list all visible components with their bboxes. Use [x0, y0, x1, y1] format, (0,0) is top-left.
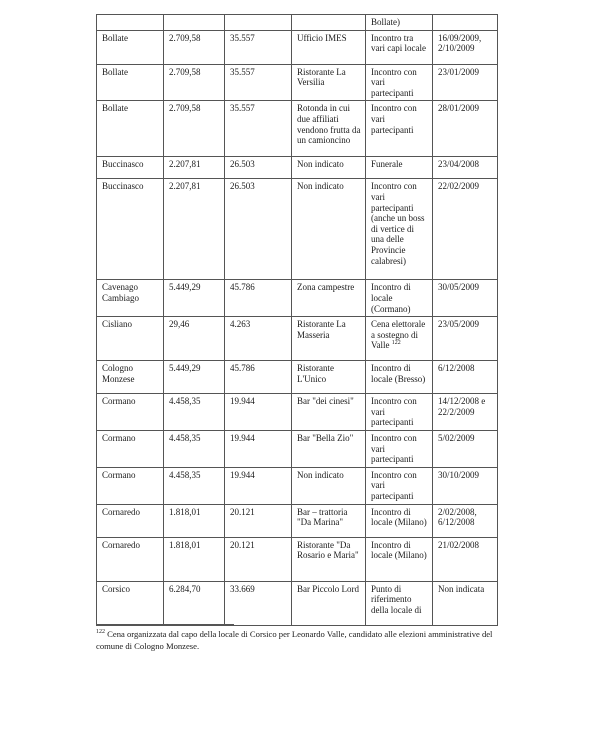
cell-tipo — [366, 317, 433, 361]
cell-data-text: 28/01/2009 — [438, 103, 480, 114]
cell-data — [433, 394, 498, 431]
table-row — [97, 179, 498, 280]
cell-tipo-text: Incontro con vari partecipanti (anche un boss di vertice di una delle Provincie calabresi) — [371, 181, 425, 266]
cell-luogo — [292, 361, 366, 394]
cell-luogo — [292, 15, 366, 31]
table-row — [97, 317, 498, 361]
cell-value-a — [164, 280, 225, 317]
cell-tipo — [366, 430, 433, 467]
cell-tipo-text: Funerale — [371, 159, 403, 170]
cell-comune — [97, 504, 164, 537]
cell-comune-text: Cisliano — [102, 319, 133, 330]
cell-data-text: 6/12/2008 — [438, 363, 475, 374]
table-row — [97, 30, 498, 64]
cell-tipo-text: Incontro con vari partecipanti — [371, 469, 417, 501]
cell-value-a — [164, 30, 225, 64]
cell-comune-text: Cologno Monzese — [102, 363, 135, 384]
cell-value-b — [225, 179, 292, 280]
cell-luogo — [292, 317, 366, 361]
cell-value-a-text: 29,46 — [169, 319, 190, 330]
cell-data-text: 30/10/2009 — [438, 469, 480, 480]
cell-value-a — [164, 581, 225, 625]
cell-luogo — [292, 504, 366, 537]
cell-comune — [97, 581, 164, 625]
cell-data — [433, 361, 498, 394]
cell-value-a — [164, 317, 225, 361]
cell-comune — [97, 30, 164, 64]
cell-data — [433, 15, 498, 31]
cell-luogo-text: Bar "dei cinesi" — [297, 396, 354, 407]
cell-data — [433, 64, 498, 101]
cell-value-b — [225, 430, 292, 467]
cell-comune — [97, 101, 164, 157]
cell-value-b — [225, 394, 292, 431]
cell-tipo — [366, 280, 433, 317]
cell-value-b-text: 20.121 — [230, 506, 255, 517]
cell-comune-text: Bollate — [102, 66, 128, 77]
cell-value-a — [164, 179, 225, 280]
cell-tipo — [366, 179, 433, 280]
cell-data-text: 30/05/2009 — [438, 282, 480, 293]
table-row — [97, 280, 498, 317]
cell-value-b-text: 19.944 — [230, 396, 255, 407]
cell-value-b-text: 19.944 — [230, 469, 255, 480]
cell-comune-text: Buccinasco — [102, 159, 144, 170]
cell-luogo — [292, 157, 366, 179]
cell-value-a — [164, 467, 225, 504]
cell-comune-text: Buccinasco — [102, 181, 144, 192]
cell-comune-text: Bollate — [102, 103, 128, 114]
table-row — [97, 537, 498, 581]
cell-luogo-text: Ristorante "Da Rosario e Maria" — [297, 539, 359, 561]
footnote — [96, 629, 506, 652]
cell-value-a — [164, 15, 225, 31]
cell-luogo-text: Non indicato — [297, 181, 344, 192]
cell-value-b — [225, 581, 292, 625]
cell-value-a-text: 2.709,58 — [169, 66, 201, 77]
cell-value-a — [164, 430, 225, 467]
cell-tipo-text: Incontro di locale (Milano) — [371, 539, 427, 561]
cell-value-b — [225, 317, 292, 361]
cell-comune — [97, 15, 164, 31]
cell-comune-text: Cormano — [102, 396, 136, 407]
cell-luogo — [292, 280, 366, 317]
cell-value-a-text: 2.709,58 — [169, 103, 201, 114]
cell-value-a-text: 4.458,35 — [169, 396, 201, 407]
cell-comune — [97, 179, 164, 280]
table-row — [97, 430, 498, 467]
cell-value-b — [225, 157, 292, 179]
table-row — [97, 581, 498, 625]
cell-data — [433, 280, 498, 317]
cell-data — [433, 581, 498, 625]
cell-luogo — [292, 179, 366, 280]
cell-value-a-text: 2.207,81 — [169, 159, 201, 170]
cell-data-text: 22/02/2009 — [438, 181, 480, 192]
cell-comune-text: Cavenago Cambiago — [102, 282, 139, 303]
cell-tipo — [366, 157, 433, 179]
cell-comune — [97, 430, 164, 467]
cell-value-b — [225, 537, 292, 581]
cell-data — [433, 430, 498, 467]
cell-data — [433, 317, 498, 361]
cell-data — [433, 467, 498, 504]
cell-value-b — [225, 467, 292, 504]
cell-data — [433, 179, 498, 280]
cell-tipo — [366, 581, 433, 625]
cell-value-a — [164, 101, 225, 157]
table-row — [97, 101, 498, 157]
footnote-mark: 122 — [96, 629, 105, 636]
cell-tipo-text: Incontro con vari partecipanti — [371, 66, 417, 98]
cell-value-b — [225, 101, 292, 157]
cell-tipo-text: Bollate) — [371, 17, 400, 27]
cell-tipo — [366, 504, 433, 537]
cell-comune-text: Cornaredo — [102, 539, 140, 550]
cell-value-b — [225, 15, 292, 31]
cell-value-a-text: 5.449,29 — [169, 282, 201, 293]
cell-value-b-text: 20.121 — [230, 539, 255, 550]
cell-value-b-text: 45.786 — [230, 282, 255, 293]
cell-comune-text: Bollate — [102, 32, 128, 43]
cell-tipo — [366, 467, 433, 504]
meetings-table — [96, 14, 498, 626]
cell-value-a — [164, 504, 225, 537]
cell-value-a-text: 5.449,29 — [169, 363, 201, 374]
cell-luogo-text: Zona campestre — [297, 282, 355, 293]
cell-comune — [97, 157, 164, 179]
cell-value-a-text: 2.207,81 — [169, 181, 201, 192]
footnote-separator — [96, 624, 234, 625]
cell-value-b-text: 33.669 — [230, 583, 255, 594]
cell-value-a — [164, 394, 225, 431]
cell-value-a-text: 6.284,70 — [169, 583, 201, 594]
cell-tipo-text: Punto di riferimento della locale di — [371, 583, 422, 615]
cell-tipo-text: Incontro con vari partecipanti — [371, 103, 417, 135]
cell-comune — [97, 537, 164, 581]
cell-data — [433, 30, 498, 64]
cell-data-text: 16/09/2009, 2/10/2009 — [438, 32, 482, 54]
table-row — [97, 504, 498, 537]
cell-data-text: 5/02/2009 — [438, 432, 475, 443]
cell-luogo — [292, 101, 366, 157]
cell-tipo — [366, 15, 433, 31]
table-row — [97, 467, 498, 504]
table-row — [97, 361, 498, 394]
cell-value-a — [164, 537, 225, 581]
cell-tipo-text: Incontro tra vari capi locale — [371, 32, 426, 54]
cell-value-b — [225, 64, 292, 101]
cell-luogo — [292, 64, 366, 101]
cell-tipo-text: Incontro con vari partecipanti — [371, 396, 417, 428]
cell-comune-text: Cornaredo — [102, 506, 140, 517]
cell-value-b-text: 35.557 — [230, 103, 255, 114]
cell-value-b-text: 45.786 — [230, 363, 255, 374]
cell-comune-text: Cormano — [102, 432, 136, 443]
cell-value-a-text: 4.458,35 — [169, 469, 201, 480]
table-row — [97, 394, 498, 431]
cell-luogo-text: Ristorante L'Unico — [297, 363, 334, 384]
cell-value-a — [164, 157, 225, 179]
table-row — [97, 64, 498, 101]
cell-comune — [97, 361, 164, 394]
cell-luogo — [292, 537, 366, 581]
cell-comune-text: Corsico — [102, 583, 130, 594]
cell-value-b-text: 19.944 — [230, 432, 255, 443]
cell-luogo-text: Ristorante La Versilia — [297, 66, 346, 88]
cell-value-b-text: 35.557 — [230, 66, 255, 77]
cell-luogo-text: Rotonda in cui due affiliati vendono frutta da un camioncino — [297, 103, 361, 146]
cell-value-b — [225, 504, 292, 537]
cell-luogo — [292, 30, 366, 64]
cell-tipo — [366, 361, 433, 394]
cell-luogo-text: Non indicato — [297, 159, 344, 170]
cell-comune — [97, 64, 164, 101]
cell-value-b-text: 35.557 — [230, 32, 255, 43]
table-body — [97, 15, 498, 626]
cell-comune-text: Cormano — [102, 469, 136, 480]
cell-tipo — [366, 101, 433, 157]
cell-value-b-text: 26.503 — [230, 181, 255, 192]
cell-tipo-text: Incontro di locale (Bresso) — [371, 363, 426, 384]
cell-luogo-text: Bar Piccolo Lord — [297, 583, 359, 594]
cell-data-text: 21/02/2008 — [438, 539, 480, 550]
cell-luogo-text: Bar "Bella Zio" — [297, 432, 354, 443]
cell-value-b — [225, 280, 292, 317]
cell-value-a-text: 2.709,58 — [169, 32, 201, 43]
cell-tipo — [366, 30, 433, 64]
cell-comune — [97, 317, 164, 361]
footnote-reference: 122 — [391, 340, 401, 347]
cell-value-a — [164, 361, 225, 394]
cell-luogo — [292, 430, 366, 467]
cell-data-text: 23/01/2009 — [438, 66, 480, 77]
cell-value-b — [225, 30, 292, 64]
cell-value-a-text: 1.818,01 — [169, 506, 201, 517]
cell-tipo-text: Incontro con vari partecipanti — [371, 432, 417, 465]
cell-value-a-text: 4.458,35 — [169, 432, 201, 443]
cell-data-text: 23/04/2008 — [438, 159, 480, 170]
footnote-text: Cena organizzata dal capo della locale di Corsico per Leonardo Valle, candidato alle elezioni amministrative del comune di Cologno Monzese. — [96, 629, 493, 651]
cell-value-b-text: 4.263 — [230, 319, 251, 330]
cell-data — [433, 504, 498, 537]
cell-data — [433, 537, 498, 581]
cell-luogo — [292, 467, 366, 504]
cell-tipo-text: Cena elettorale a sostegno di Valle — [371, 319, 426, 351]
cell-luogo — [292, 581, 366, 625]
cell-luogo-text: Ristorante La Masseria — [297, 319, 346, 340]
cell-luogo-text: Bar – trattoria "Da Marina" — [297, 506, 348, 528]
cell-tipo — [366, 64, 433, 101]
cell-comune — [97, 467, 164, 504]
cell-tipo-text: Incontro di locale (Cormano) — [371, 282, 411, 314]
cell-value-a — [164, 64, 225, 101]
cell-data-text: Non indicata — [438, 583, 485, 594]
cell-tipo-text: Incontro di locale (Milano) — [371, 506, 427, 528]
cell-data-text: 2/02/2008, 6/12/2008 — [438, 506, 477, 528]
cell-data — [433, 157, 498, 179]
cell-luogo-text: Non indicato — [297, 469, 344, 480]
cell-value-b-text: 26.503 — [230, 159, 255, 170]
table-row — [97, 15, 498, 31]
cell-tipo — [366, 394, 433, 431]
cell-value-b — [225, 361, 292, 394]
cell-value-a-text: 1.818,01 — [169, 539, 201, 550]
cell-luogo-text: Ufficio IMES — [297, 32, 347, 43]
cell-luogo — [292, 394, 366, 431]
cell-data-text: 23/05/2009 — [438, 319, 480, 330]
cell-data — [433, 101, 498, 157]
table-row — [97, 157, 498, 179]
cell-comune — [97, 394, 164, 431]
cell-tipo — [366, 537, 433, 581]
cell-data-text: 14/12/2008 e 22/2/2009 — [438, 396, 486, 417]
cell-comune — [97, 280, 164, 317]
